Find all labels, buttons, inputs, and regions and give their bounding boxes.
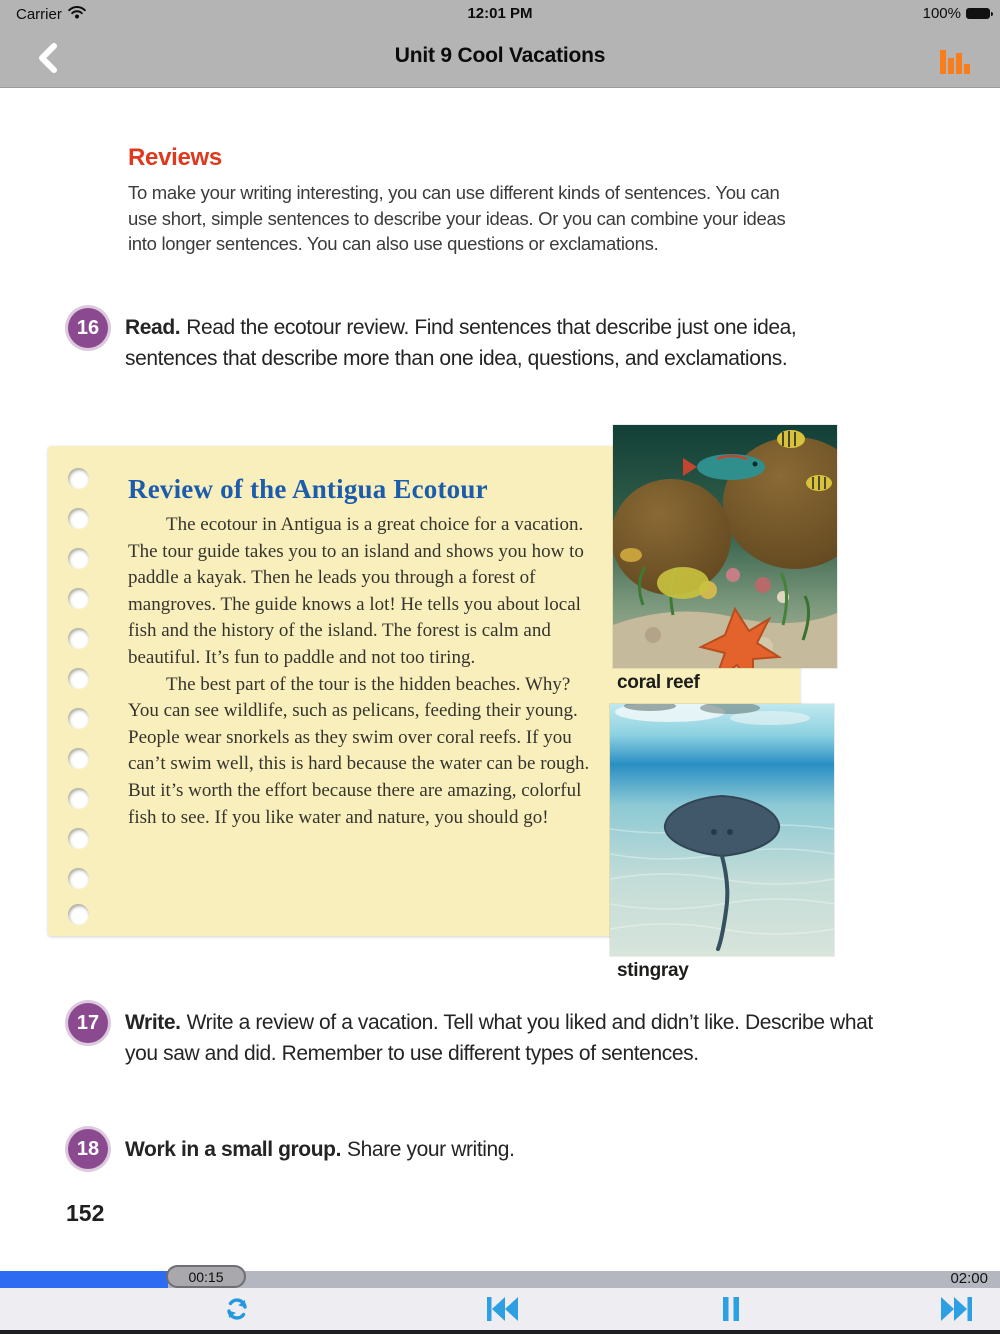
- lesson-page: [0, 88, 1000, 1271]
- status-bar: [0, 0, 1000, 28]
- status-time: 12:01 PM: [467, 5, 533, 22]
- skip-to-start-icon: [485, 1295, 519, 1323]
- player-controls: [0, 1288, 1000, 1330]
- skip-to-start-button[interactable]: [480, 1294, 524, 1324]
- activity-17-label: Write.: [125, 1011, 181, 1034]
- pause-button[interactable]: [709, 1294, 753, 1324]
- note-paragraph-1: The ecotour in Antigua is a great choice for a vacation. The tour guide takes you to an island and shows you how to paddle a kayak. Then he leads you through a forest of mangroves. The guide knows a lot! He tells you about local fish and the history of the island. The forest is calm and beautiful. It’s fun to paddle and not too tiring.: [128, 514, 584, 668]
- carrier-label: Carrier: [16, 5, 62, 23]
- page-title: Unit 9 Cool Vacations: [394, 44, 606, 67]
- nav-bar: [0, 28, 1000, 88]
- refresh-icon: [224, 1297, 250, 1321]
- skip-to-end-icon: [940, 1295, 974, 1323]
- activity-16-label: Read.: [125, 316, 181, 339]
- punched-hole: [68, 468, 89, 489]
- section-heading: Reviews: [128, 144, 222, 171]
- pause-icon: [721, 1295, 741, 1323]
- battery-percent: 100%: [922, 5, 961, 22]
- activity-17-text: Write. Write a review of a vacation. Tell what you liked and didn’t like. Describe what you saw and did. Remember to use different types of sentences.: [125, 1011, 873, 1065]
- intro-paragraph: To make your writing interesting, you can use different kinds of sentences. You can use short, simple sentences to describe your ideas. Or you can combine your ideas into longer sentences. You can also use questions or exclamations.: [128, 182, 786, 254]
- elapsed-time-handle[interactable]: [166, 1265, 246, 1288]
- note-paragraph-2: The best part of the tour is the hidden beaches. Why? You can see wildlife, such as pelicans, feeding their young. People wear snorkels as they swim over coral reefs. If you can’t swim well, this is hard because the water can be rough. But it’s worth the effort because there are amazing, colorful fish to see. If you like water and nature, you should go!: [128, 673, 590, 828]
- activity-16-number: 16: [68, 308, 108, 348]
- progress-fill: [0, 1271, 168, 1288]
- activity-17-number: 17: [68, 1003, 108, 1043]
- activity-18-number: 18: [68, 1129, 108, 1169]
- total-time: 02:00: [950, 1270, 988, 1287]
- page-number: 152: [66, 1200, 105, 1226]
- stingray-caption: stingray: [617, 960, 689, 981]
- stingray-photo: [610, 704, 834, 956]
- activity-18-text: Work in a small group. Share your writing.: [125, 1138, 515, 1161]
- refresh-button[interactable]: [215, 1294, 259, 1324]
- elapsed-time: 00:15: [188, 1268, 224, 1285]
- progress-track[interactable]: [0, 1268, 1000, 1288]
- note-body: [128, 512, 602, 831]
- coral-reef-photo: [613, 425, 837, 668]
- screen-bottom-edge: [0, 1330, 1000, 1334]
- bar-chart-button[interactable]: [940, 42, 974, 74]
- activity-18-label: Work in a small group.: [125, 1138, 342, 1161]
- coral-reef-caption: coral reef: [617, 672, 700, 693]
- skip-to-end-button[interactable]: [935, 1294, 979, 1324]
- battery-icon: [966, 8, 990, 19]
- bar-chart-icon: [940, 50, 946, 74]
- activity-16-text: Read. Read the ecotour review. Find sentences that describe just one idea, sentences that describe more than one idea, questions, and exclamations.: [125, 316, 797, 370]
- note-title: Review of the Antigua Ecotour: [128, 474, 488, 504]
